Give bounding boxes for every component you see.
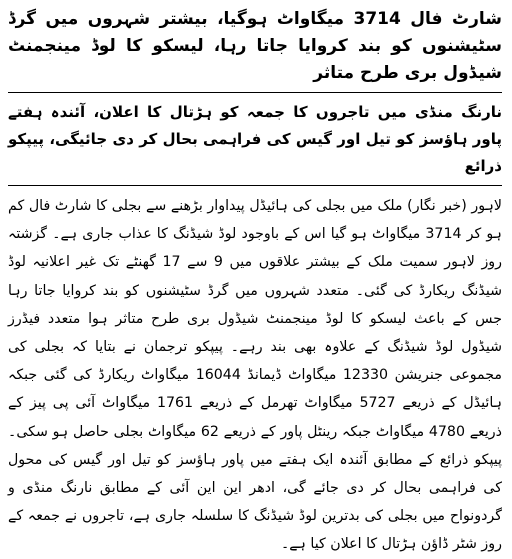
subheadline-divider (8, 185, 502, 186)
article-body: لاہور (خبر نگار) ملک میں بجلی کی ہائیڈل پیداوار بڑھنے سے بجلی کا شارٹ فال کم ہو کر 3714 میگاواٹ ہو گیا اس کے باوجود لوڈ شیڈنگ کا عذاب جاری ہے۔ گزشتہ روز لاہور سمیت ملک کے بیشتر علاقوں میں 9 سے 17 گھنٹے تک غیر اعلانیہ لوڈ شیڈنگ ریکارڈ کی گئی۔ متعدد شہروں میں گرڈ سٹیشنوں کو بند کروایا جاتا رہا جس کے باعث لیسکو کا لوڈ مینجمنٹ شیڈول بری طرح متاثر ہوا متعدد فیڈرز شیڈول لوڈ شیڈنگ کے علاوہ بھی بند رہے۔ پیپکو ترجمان نے بتایا کہ بجلی کی مجموعی جنریشن 12330 میگاواٹ ڈیمانڈ 16044 میگاواٹ ریکارڈ کی گئی جبکہ ہائیڈل کے ذریعے 5727 میگاواٹ تھرمل کے ذریعے 1761 میگاواٹ آئی پی پیز کے ذریعے 4780 میگاواٹ جبکہ رینٹل پاور کے ذریعے 62 میگاواٹ بجلی حاصل ہو سکی۔ پیپکو ذرائع کے مطابق آئندہ ایک ہفتے میں پاور ہاؤسز کو تیل اور گیس کی محول کی فراہمی بحال کر دی جائے گی، ادھر این این آئی کے مطابق نارنگ منڈی و گردونواح میں بجلی کی بدترین لوڈ شیڈنگ کا سلسلہ جاری ہے، تاجروں نے جمعہ کے روز شٹر ڈاؤن ہڑتال کا اعلان کیا ہے۔ (8, 198, 503, 553)
headline: شارٹ فال 3714 میگاواٹ ہوگیا، بیشتر شہروں میں گرڈ سٹیشنوں کو بند کروایا جاتا رہا، لیسکو کا لوڈ مینجمنٹ شیڈول بری طرح متاثر (8, 9, 502, 83)
subheadline: نارنگ منڈی میں تاجروں کا جمعہ کو ہڑتال کا اعلان، آئندہ ہفتے پاور ہاؤسز کو تیل اور گیس کی فراہمی بحال کر دی جائیگی، پیپکو ذرائع (8, 103, 502, 175)
headline-divider (8, 92, 502, 93)
